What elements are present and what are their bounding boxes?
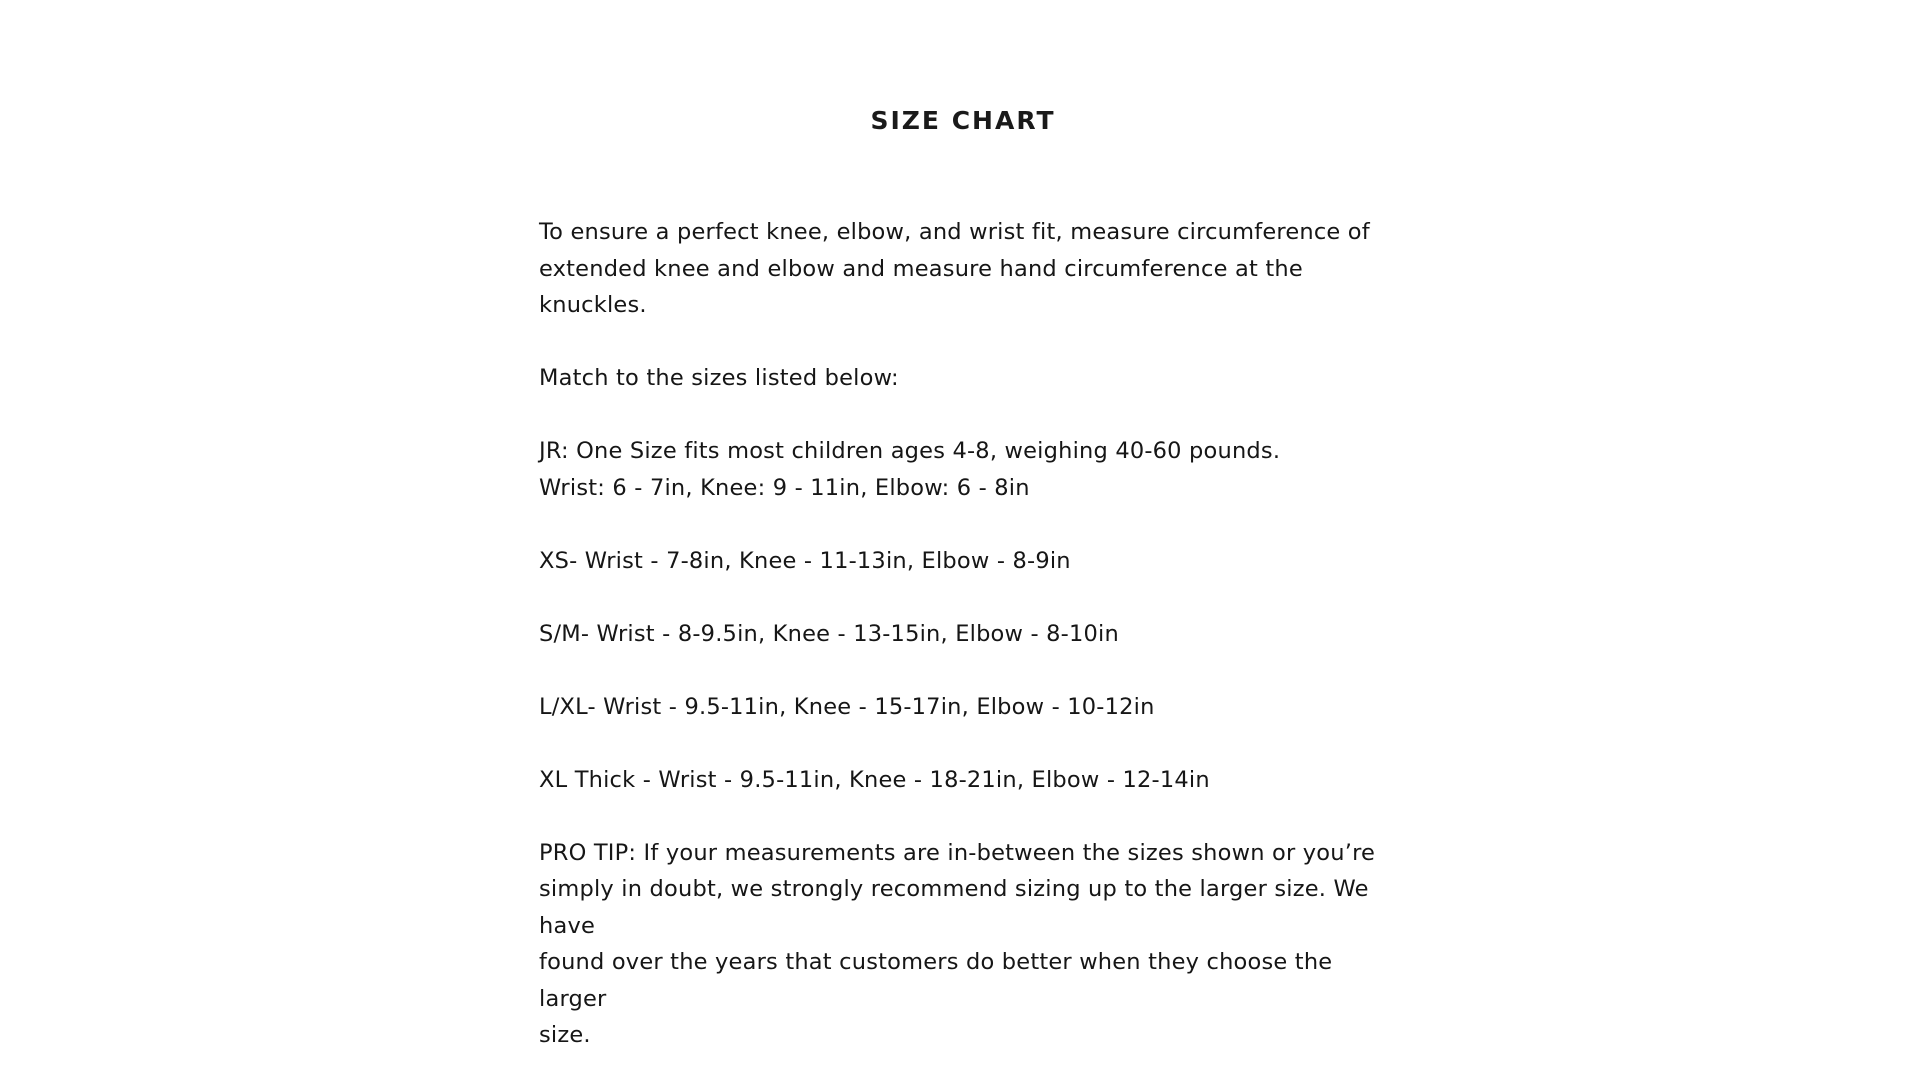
pro-tip-line-4: size. [539, 1022, 591, 1048]
size-xl-thick-text: XL Thick - Wrist - 9.5-11in, Knee - 18-21in, Elbow - 12-14in [539, 766, 1210, 793]
size-jr [539, 433, 1379, 506]
size-jr-line-1: JR: One Size fits most children ages 4-8, weighing 40-60 pounds. [539, 438, 1281, 464]
size-jr-line-2: Wrist: 6 - 7in, Knee: 9 - 11in, Elbow: 6 - 8in [539, 474, 1030, 501]
match-paragraph [539, 360, 1379, 397]
size-lxl [539, 689, 1379, 726]
size-lxl-text: L/XL- Wrist - 9.5-11in, Knee - 15-17in, Elbow - 10-12in [539, 693, 1155, 720]
pro-tip-line-1: PRO TIP: If your measurements are in-between the sizes shown or you’re [539, 839, 1376, 866]
size-sm-text: S/M- Wrist - 8-9.5in, Knee - 13-15in, Elbow - 8-10in [539, 620, 1119, 647]
size-sm [539, 616, 1379, 653]
pro-tip-line-2: simply in doubt, we strongly recommend sizing up to the larger size. We have [539, 876, 1369, 939]
page-title: SIZE CHART [870, 106, 1056, 135]
size-xs-text: XS- Wrist - 7-8in, Knee - 11-13in, Elbow - 8-9in [539, 547, 1071, 574]
size-chart-content [539, 214, 1379, 1080]
pro-tip-paragraph [539, 835, 1379, 1054]
intro-paragraph [539, 214, 1379, 324]
match-text: Match to the sizes listed below: [539, 365, 899, 391]
intro-line-2: extended knee and elbow and measure hand circumference at the knuckles. [539, 255, 1303, 318]
size-xl-thick [539, 762, 1379, 799]
intro-line-1: To ensure a perfect knee, elbow, and wrist fit, measure circumference of [539, 219, 1370, 245]
pro-tip-line-3: found over the years that customers do better when they choose the larger [539, 949, 1333, 1012]
size-xs [539, 543, 1379, 580]
